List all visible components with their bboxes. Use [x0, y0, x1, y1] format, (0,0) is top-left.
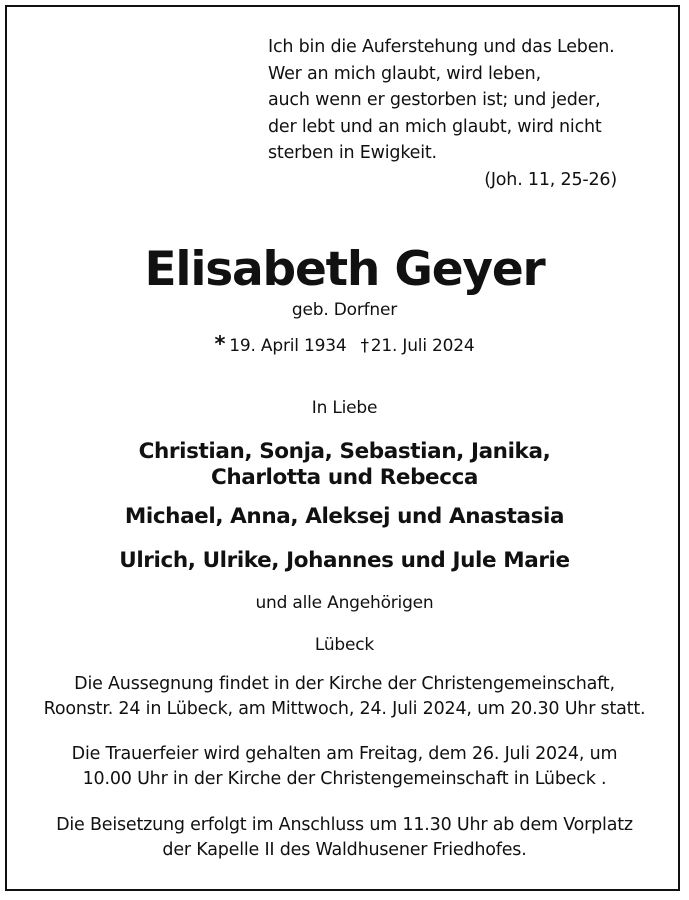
family-group-1 [0, 439, 689, 491]
verse-reference: (Joh. 11, 25-26) [484, 170, 617, 190]
other-relatives: und alle Angehörigen [255, 593, 434, 613]
birth-symbol: * [214, 332, 226, 356]
death-symbol: † [360, 336, 369, 356]
verse-line: Wer an mich glaubt, wird leben, [268, 63, 541, 84]
family-group-3: Ulrich, Ulrike, Johannes und Jule Marie [119, 548, 570, 573]
place-name: Lübeck [314, 635, 375, 655]
notice-line: Roonstr. 24 in Lübeck, am Mittwoch, 24. Juli 2024, um 20.30 Uhr statt. [43, 699, 646, 719]
verse-line: Ich bin die Auferstehung und das Leben. [268, 37, 615, 57]
aussegnung-notice [0, 672, 689, 722]
verse-line: der lebt und an mich glaubt, wird nicht [268, 116, 602, 137]
verse-line: auch wenn er gestorben ist; und jeder, [268, 90, 601, 110]
notice-line: 10.00 Uhr in der Kirche der Christengemeinschaft in Lübeck . [82, 769, 607, 789]
family-group-2: Michael, Anna, Aleksej und Anastasia [124, 504, 565, 529]
birth-name: geb. Dorfner [291, 300, 398, 320]
family-group-1-line: Charlotta und Rebecca [210, 465, 479, 490]
death-date: 21. Juli 2024 [370, 336, 475, 356]
notice-line: Die Aussegnung findet in der Kirche der Christengemeinschaft, [74, 674, 615, 694]
notice-line: Die Trauerfeier wird gehalten am Freitag, dem 26. Juli 2024, um [71, 744, 618, 764]
deceased-name: Elisabeth Geyer [144, 242, 545, 297]
trauerfeier-notice [0, 742, 689, 792]
family-group-1-line: Christian, Sonja, Sebastian, Janika, [138, 439, 551, 464]
life-dates [0, 332, 689, 356]
verse-line: sterben in Ewigkeit. [268, 143, 437, 163]
bible-verse [268, 34, 648, 167]
birth-date: 19. April 1934 [229, 336, 347, 356]
notice-line: der Kapelle II des Waldhusener Friedhofes. [162, 840, 527, 860]
in-love-intro: In Liebe [311, 398, 378, 418]
notice-line: Die Beisetzung erfolgt im Anschluss um 11.30 Uhr ab dem Vorplatz [56, 815, 633, 835]
beisetzung-notice [0, 813, 689, 863]
